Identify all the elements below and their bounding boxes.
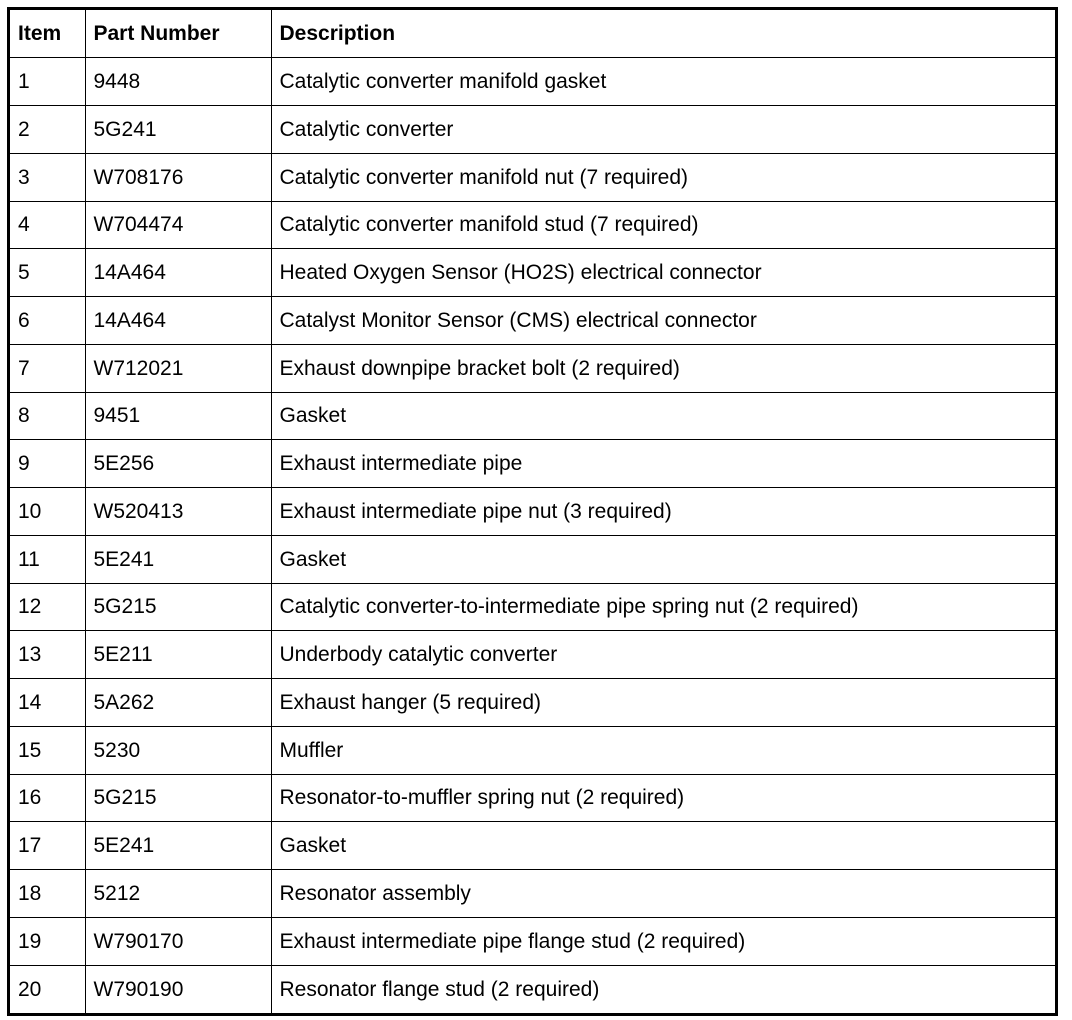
table-row: [10, 774, 1055, 822]
cell-item: 13: [10, 631, 85, 679]
cell-item: 20: [10, 965, 85, 1013]
cell-description: Gasket: [271, 822, 1055, 870]
cell-description: Underbody catalytic converter: [271, 631, 1055, 679]
cell-part-number: W520413: [85, 488, 271, 536]
cell-part-number: 14A464: [85, 297, 271, 345]
cell-description: Exhaust downpipe bracket bolt (2 required): [271, 344, 1055, 392]
cell-item: 1: [10, 58, 85, 106]
cell-item: 7: [10, 344, 85, 392]
cell-description: Resonator-to-muffler spring nut (2 required): [271, 774, 1055, 822]
cell-description: Catalytic converter manifold gasket: [271, 58, 1055, 106]
cell-description: Catalyst Monitor Sensor (CMS) electrical connector: [271, 297, 1055, 345]
cell-item: 10: [10, 488, 85, 536]
cell-item: 15: [10, 726, 85, 774]
table-row: [10, 965, 1055, 1013]
column-header-part-number: Part Number: [85, 10, 271, 58]
cell-part-number: 5E256: [85, 440, 271, 488]
table-row: [10, 153, 1055, 201]
table-row: [10, 440, 1055, 488]
table-row: [10, 631, 1055, 679]
table-row: [10, 870, 1055, 918]
table-row: [10, 392, 1055, 440]
table-row: [10, 726, 1055, 774]
cell-part-number: W790190: [85, 965, 271, 1013]
cell-part-number: 9451: [85, 392, 271, 440]
cell-description: Exhaust intermediate pipe flange stud (2 required): [271, 917, 1055, 965]
cell-description: Muffler: [271, 726, 1055, 774]
cell-part-number: W704474: [85, 201, 271, 249]
cell-part-number: 5230: [85, 726, 271, 774]
table-row: [10, 679, 1055, 727]
cell-part-number: 5G215: [85, 583, 271, 631]
table-row: [10, 297, 1055, 345]
cell-item: 17: [10, 822, 85, 870]
cell-part-number: 14A464: [85, 249, 271, 297]
table-row: [10, 58, 1055, 106]
cell-description: Resonator assembly: [271, 870, 1055, 918]
cell-part-number: 5G215: [85, 774, 271, 822]
table-row: [10, 822, 1055, 870]
cell-part-number: 5E241: [85, 535, 271, 583]
cell-item: 14: [10, 679, 85, 727]
cell-description: Gasket: [271, 535, 1055, 583]
column-header-description: Description: [271, 10, 1055, 58]
table-row: [10, 344, 1055, 392]
table-row: [10, 201, 1055, 249]
column-header-item: Item: [10, 10, 85, 58]
cell-part-number: W708176: [85, 153, 271, 201]
cell-part-number: 5G241: [85, 106, 271, 154]
cell-item: 3: [10, 153, 85, 201]
cell-item: 16: [10, 774, 85, 822]
cell-item: 9: [10, 440, 85, 488]
table-row: [10, 249, 1055, 297]
cell-item: 18: [10, 870, 85, 918]
cell-description: Exhaust hanger (5 required): [271, 679, 1055, 727]
table-row: [10, 106, 1055, 154]
cell-item: 4: [10, 201, 85, 249]
cell-part-number: W790170: [85, 917, 271, 965]
cell-description: Heated Oxygen Sensor (HO2S) electrical connector: [271, 249, 1055, 297]
cell-description: Gasket: [271, 392, 1055, 440]
table-row: [10, 535, 1055, 583]
table-row: [10, 917, 1055, 965]
cell-description: Exhaust intermediate pipe: [271, 440, 1055, 488]
cell-item: 19: [10, 917, 85, 965]
parts-table-frame: [7, 7, 1058, 1016]
cell-part-number: 5E241: [85, 822, 271, 870]
cell-item: 11: [10, 535, 85, 583]
cell-description: Catalytic converter-to-intermediate pipe spring nut (2 required): [271, 583, 1055, 631]
table-header-row: [10, 10, 1055, 58]
cell-part-number: W712021: [85, 344, 271, 392]
cell-item: 2: [10, 106, 85, 154]
cell-part-number: 9448: [85, 58, 271, 106]
parts-table: [10, 10, 1055, 1013]
cell-part-number: 5212: [85, 870, 271, 918]
cell-description: Resonator flange stud (2 required): [271, 965, 1055, 1013]
cell-part-number: 5A262: [85, 679, 271, 727]
table-row: [10, 488, 1055, 536]
cell-description: Catalytic converter: [271, 106, 1055, 154]
table-row: [10, 583, 1055, 631]
cell-description: Exhaust intermediate pipe nut (3 required): [271, 488, 1055, 536]
cell-item: 8: [10, 392, 85, 440]
cell-item: 12: [10, 583, 85, 631]
cell-description: Catalytic converter manifold stud (7 required): [271, 201, 1055, 249]
cell-item: 5: [10, 249, 85, 297]
cell-part-number: 5E211: [85, 631, 271, 679]
cell-description: Catalytic converter manifold nut (7 required): [271, 153, 1055, 201]
cell-item: 6: [10, 297, 85, 345]
